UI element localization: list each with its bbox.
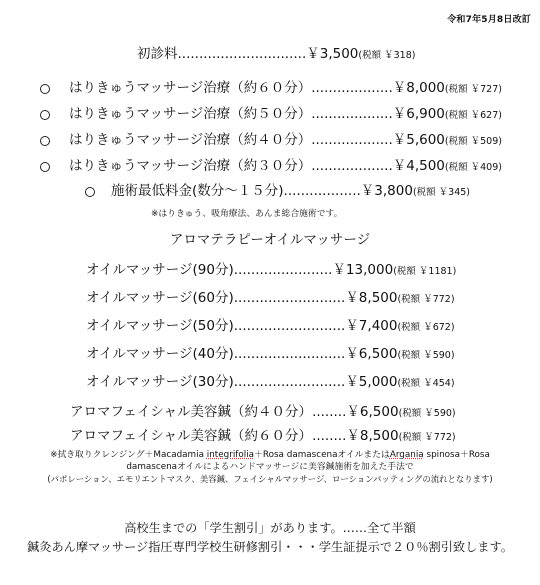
treatment-label: はりきゅうマッサージ治療（約４０分） (69, 132, 312, 148)
oil-massage-label: オイルマッサージ(50分) (86, 318, 234, 334)
facial-note-line: damascenaオイルによるハンドマッサージに美容鍼施術を加えた手法で (126, 462, 414, 472)
treatment-row (69, 80, 502, 98)
first-visit-price: ￥3,500 (306, 46, 359, 62)
treatment-price: ￥8,000 (392, 80, 445, 96)
minimum-fee-note: ※はりきゅう、吸角療法、あんま総合施術です。 (151, 209, 343, 219)
note-text: Argania (389, 450, 424, 460)
oil-massage-row (86, 346, 455, 364)
facial-row (70, 428, 456, 446)
oil-massage-price: ￥13,000 (332, 262, 394, 278)
leader-dots: .......................... (233, 290, 346, 306)
treatment-row (69, 106, 502, 124)
student-discount-text: 高校生までの「学生割引」があります。……全て半額 (124, 521, 416, 535)
oil-massage-label: オイルマッサージ(30分) (86, 374, 234, 390)
facial-label: アロマフェイシャル美容鍼（約４０分） (70, 404, 313, 420)
leader-dots: ................... (311, 106, 393, 122)
treatment-label: はりきゅうマッサージ治療（約５０分） (69, 106, 312, 122)
note-text: ＋Rosa damascenaオイルまたは (254, 450, 390, 460)
treatment-row (69, 158, 502, 176)
revision-date: 令和7年5月8日改訂 (447, 15, 531, 25)
minimum-fee-tax: (税額 ￥345) (412, 187, 471, 198)
treatment-label: はりきゅうマッサージ治療（約３０分） (69, 158, 312, 174)
note-text: ※拭き取りクレンジング＋Macadamia (50, 450, 207, 460)
facial-tax: (税額 ￥772) (398, 432, 456, 443)
treatment-tax: (税額 ￥409) (444, 162, 502, 173)
oil-massage-row (86, 374, 455, 392)
leader-dots: ........ (312, 404, 347, 420)
leader-dots: ....................... (233, 262, 333, 278)
leader-dots: .................. (283, 183, 361, 199)
facial-note-line: (パポレーション、エモリエントマスク、美容鍼、フェイシャルマッサージ、ローションパッティングの流れとなります) (47, 474, 493, 484)
oil-massage-label: オイルマッサージ(90分) (86, 262, 234, 278)
aroma-section-heading: アロマテラピーオイルマッサージ (169, 232, 371, 248)
note-text: spinosa＋Rosa (423, 450, 490, 460)
oil-massage-row (86, 290, 455, 308)
oil-massage-price: ￥8,500 (345, 290, 398, 306)
oil-massage-tax: (税額 ￥672) (397, 322, 455, 333)
bullet-circle-icon (40, 84, 50, 94)
minimum-fee-row (111, 183, 470, 201)
oil-massage-row (86, 262, 456, 280)
facial-label: アロマフェイシャル美容鍼（約６０分） (70, 428, 313, 444)
minimum-fee-label: 施術最低料金(数分～１５分) (111, 183, 284, 199)
first-visit-tax: (税額 ￥318) (358, 50, 416, 61)
oil-massage-row (86, 318, 455, 336)
first-visit-label: 初診料 (137, 46, 178, 62)
treatment-price: ￥4,500 (392, 158, 445, 174)
treatment-tax: (税額 ￥509) (444, 136, 502, 147)
leader-dots: .......................... (233, 346, 346, 362)
leader-dots: ................... (311, 158, 393, 174)
leader-dots: ........ (312, 428, 347, 444)
oil-massage-tax: (税額 ￥1181) (393, 266, 457, 277)
facial-price: ￥8,500 (346, 428, 399, 444)
oil-massage-price: ￥5,000 (345, 374, 398, 390)
facial-note-line (0, 450, 540, 461)
bullet-circle-icon (40, 110, 50, 120)
school-discount-text: 鍼灸あん摩マッサージ指圧専門学校生研修割引・・・学生証提示で２０％割引致します。 (27, 540, 513, 554)
bullet-circle-icon (40, 162, 50, 172)
minimum-fee-price: ￥3,800 (360, 183, 413, 199)
leader-dots: ................... (311, 132, 393, 148)
treatment-label: はりきゅうマッサージ治療（約６０分） (69, 80, 312, 96)
leader-dots: .............................. (177, 46, 307, 62)
facial-row (70, 404, 456, 422)
facial-price: ￥6,500 (346, 404, 399, 420)
oil-massage-tax: (税額 ￥590) (397, 350, 455, 361)
treatment-price: ￥5,600 (392, 132, 445, 148)
oil-massage-tax: (税額 ￥454) (397, 378, 455, 389)
oil-massage-price: ￥7,400 (345, 318, 398, 334)
oil-massage-price: ￥6,500 (345, 346, 398, 362)
oil-massage-tax: (税額 ￥772) (397, 294, 455, 305)
treatment-price: ￥6,900 (392, 106, 445, 122)
first-visit-fee-row (137, 46, 415, 64)
treatment-tax: (税額 ￥727) (444, 84, 502, 95)
facial-tax: (税額 ￥590) (398, 408, 456, 419)
oil-massage-label: オイルマッサージ(40分) (86, 346, 234, 362)
leader-dots: ................... (311, 80, 393, 96)
note-text: integrifolia (206, 450, 255, 460)
treatment-tax: (税額 ￥627) (444, 110, 502, 121)
leader-dots: .......................... (233, 318, 346, 334)
oil-massage-label: オイルマッサージ(60分) (86, 290, 234, 306)
bullet-circle-icon (85, 187, 95, 197)
treatment-row (69, 132, 502, 150)
bullet-circle-icon (40, 136, 50, 146)
leader-dots: .......................... (233, 374, 346, 390)
